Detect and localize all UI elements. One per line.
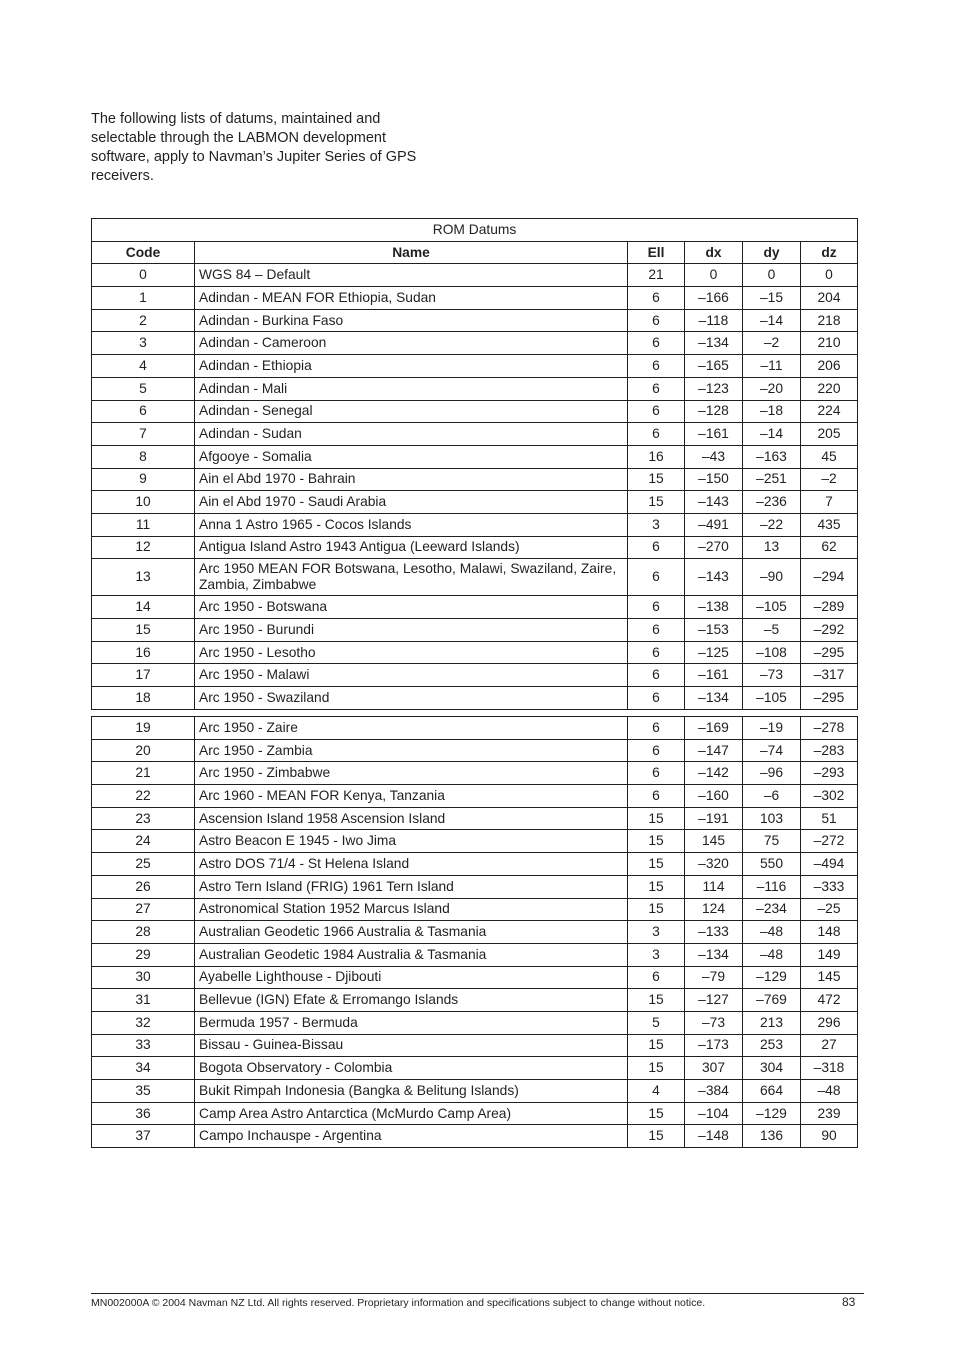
table-row xyxy=(92,400,858,423)
cell-ell: 15 xyxy=(628,1102,685,1125)
cell-dy: –15 xyxy=(743,287,801,310)
cell-dy: –163 xyxy=(743,445,801,468)
cell-code: 23 xyxy=(92,807,195,830)
cell-dy: 253 xyxy=(743,1034,801,1057)
cell-ell: 6 xyxy=(628,664,685,687)
cell-name: Arc 1950 - Swaziland xyxy=(195,687,628,710)
table-row xyxy=(92,989,858,1012)
cell-dy: –22 xyxy=(743,513,801,536)
cell-code: 22 xyxy=(92,785,195,808)
header-dy: dy xyxy=(743,241,801,264)
cell-ell: 6 xyxy=(628,687,685,710)
cell-name: Afgooye - Somalia xyxy=(195,445,628,468)
cell-dx: –125 xyxy=(685,641,743,664)
cell-dx: –491 xyxy=(685,513,743,536)
cell-ell: 15 xyxy=(628,1034,685,1057)
cell-dx: –143 xyxy=(685,559,743,596)
cell-dy: –769 xyxy=(743,989,801,1012)
cell-name: Astro Tern Island (FRIG) 1961 Tern Island xyxy=(195,875,628,898)
cell-code: 27 xyxy=(92,898,195,921)
cell-name: Adindan - Burkina Faso xyxy=(195,309,628,332)
cell-ell: 6 xyxy=(628,739,685,762)
table-row xyxy=(92,309,858,332)
cell-dz: 27 xyxy=(801,1034,858,1057)
cell-dz: –25 xyxy=(801,898,858,921)
cell-dx: –133 xyxy=(685,921,743,944)
rom-datums-table-continued xyxy=(91,716,858,1148)
cell-ell: 4 xyxy=(628,1080,685,1103)
cell-ell: 6 xyxy=(628,641,685,664)
cell-dx: –173 xyxy=(685,1034,743,1057)
cell-dx: –123 xyxy=(685,377,743,400)
cell-name: Arc 1950 - Burundi xyxy=(195,619,628,642)
table-row xyxy=(92,921,858,944)
cell-dz: –289 xyxy=(801,596,858,619)
cell-dy: –74 xyxy=(743,739,801,762)
cell-code: 12 xyxy=(92,536,195,559)
table-row xyxy=(92,739,858,762)
cell-dx: –191 xyxy=(685,807,743,830)
cell-dx: –142 xyxy=(685,762,743,785)
table-row xyxy=(92,287,858,310)
cell-dz: 204 xyxy=(801,287,858,310)
cell-dz: 62 xyxy=(801,536,858,559)
cell-dy: –5 xyxy=(743,619,801,642)
table-row xyxy=(92,1102,858,1125)
table-row xyxy=(92,377,858,400)
cell-dy: –108 xyxy=(743,641,801,664)
cell-dz: –292 xyxy=(801,619,858,642)
table-row xyxy=(92,445,858,468)
cell-dx: –138 xyxy=(685,596,743,619)
cell-dx: –79 xyxy=(685,966,743,989)
cell-dx: –134 xyxy=(685,332,743,355)
cell-dz: 148 xyxy=(801,921,858,944)
cell-dz: 7 xyxy=(801,491,858,514)
cell-code: 32 xyxy=(92,1011,195,1034)
cell-code: 28 xyxy=(92,921,195,944)
header-code: Code xyxy=(92,241,195,264)
cell-dx: –134 xyxy=(685,943,743,966)
cell-name: Bogota Observatory - Colombia xyxy=(195,1057,628,1080)
cell-dy: –129 xyxy=(743,1102,801,1125)
cell-code: 4 xyxy=(92,355,195,378)
cell-dy: 0 xyxy=(743,264,801,287)
cell-dz: 220 xyxy=(801,377,858,400)
cell-dy: –105 xyxy=(743,596,801,619)
cell-code: 21 xyxy=(92,762,195,785)
intro-line: selectable through the LABMON development xyxy=(91,130,387,146)
cell-ell: 6 xyxy=(628,309,685,332)
cell-dx: –153 xyxy=(685,619,743,642)
cell-ell: 6 xyxy=(628,332,685,355)
cell-dx: –160 xyxy=(685,785,743,808)
cell-code: 30 xyxy=(92,966,195,989)
cell-code: 29 xyxy=(92,943,195,966)
cell-dz: –48 xyxy=(801,1080,858,1103)
cell-dz: –318 xyxy=(801,1057,858,1080)
cell-code: 8 xyxy=(92,445,195,468)
cell-dz: 239 xyxy=(801,1102,858,1125)
cell-dz: 435 xyxy=(801,513,858,536)
cell-name: Arc 1950 - Botswana xyxy=(195,596,628,619)
cell-dx: –134 xyxy=(685,687,743,710)
cell-dz: 205 xyxy=(801,423,858,446)
cell-dy: –234 xyxy=(743,898,801,921)
cell-dz: –293 xyxy=(801,762,858,785)
cell-code: 25 xyxy=(92,853,195,876)
cell-dy: 304 xyxy=(743,1057,801,1080)
cell-code: 33 xyxy=(92,1034,195,1057)
cell-dy: –73 xyxy=(743,664,801,687)
cell-code: 2 xyxy=(92,309,195,332)
cell-dy: –11 xyxy=(743,355,801,378)
cell-dz: 218 xyxy=(801,309,858,332)
table-row xyxy=(92,355,858,378)
cell-dz: 51 xyxy=(801,807,858,830)
table-row xyxy=(92,513,858,536)
table-row xyxy=(92,641,858,664)
cell-name: Adindan - Mali xyxy=(195,377,628,400)
table-header-row xyxy=(92,241,858,264)
cell-dy: 13 xyxy=(743,536,801,559)
table-row xyxy=(92,491,858,514)
rom-datums-table xyxy=(91,218,858,710)
cell-code: 14 xyxy=(92,596,195,619)
header-dx: dx xyxy=(685,241,743,264)
cell-name: Ascension Island 1958 Ascension Island xyxy=(195,807,628,830)
cell-ell: 6 xyxy=(628,355,685,378)
cell-name: Adindan - Cameroon xyxy=(195,332,628,355)
cell-code: 7 xyxy=(92,423,195,446)
cell-name: Australian Geodetic 1966 Australia & Tasmania xyxy=(195,921,628,944)
cell-dx: –43 xyxy=(685,445,743,468)
cell-code: 13 xyxy=(92,559,195,596)
cell-ell: 6 xyxy=(628,966,685,989)
cell-ell: 6 xyxy=(628,785,685,808)
cell-code: 3 xyxy=(92,332,195,355)
cell-ell: 6 xyxy=(628,762,685,785)
cell-dy: 136 xyxy=(743,1125,801,1148)
cell-code: 11 xyxy=(92,513,195,536)
cell-dy: –48 xyxy=(743,921,801,944)
cell-dy: 103 xyxy=(743,807,801,830)
cell-code: 15 xyxy=(92,619,195,642)
table-row xyxy=(92,664,858,687)
table-body-part1 xyxy=(92,264,858,709)
footer-copyright: MN002000A © 2004 Navman NZ Ltd. All rights reserved. Proprietary information and specifications subject to change without notice. xyxy=(91,1297,706,1309)
cell-code: 36 xyxy=(92,1102,195,1125)
cell-ell: 6 xyxy=(628,559,685,596)
cell-name: Astro Beacon E 1945 - Iwo Jima xyxy=(195,830,628,853)
cell-ell: 3 xyxy=(628,513,685,536)
cell-dz: –278 xyxy=(801,717,858,740)
cell-ell: 15 xyxy=(628,898,685,921)
cell-ell: 16 xyxy=(628,445,685,468)
cell-dz: 149 xyxy=(801,943,858,966)
cell-dy: –105 xyxy=(743,687,801,710)
cell-ell: 15 xyxy=(628,989,685,1012)
cell-dz: –302 xyxy=(801,785,858,808)
cell-name: Bellevue (IGN) Efate & Erromango Islands xyxy=(195,989,628,1012)
cell-name: Arc 1950 - Malawi xyxy=(195,664,628,687)
table-row xyxy=(92,687,858,710)
cell-dz: –294 xyxy=(801,559,858,596)
table-title: ROM Datums xyxy=(92,219,858,242)
cell-dx: –165 xyxy=(685,355,743,378)
table-row xyxy=(92,559,858,596)
cell-dz: 45 xyxy=(801,445,858,468)
cell-dx: –320 xyxy=(685,853,743,876)
cell-code: 16 xyxy=(92,641,195,664)
cell-dy: 213 xyxy=(743,1011,801,1034)
cell-code: 17 xyxy=(92,664,195,687)
cell-name: Ain el Abd 1970 - Saudi Arabia xyxy=(195,491,628,514)
cell-dy: –251 xyxy=(743,468,801,491)
cell-dy: –20 xyxy=(743,377,801,400)
table-row xyxy=(92,332,858,355)
table-row xyxy=(92,943,858,966)
table-row xyxy=(92,853,858,876)
cell-dz: 224 xyxy=(801,400,858,423)
cell-name: Adindan - Sudan xyxy=(195,423,628,446)
cell-dy: –14 xyxy=(743,309,801,332)
cell-name: Adindan - MEAN FOR Ethiopia, Sudan xyxy=(195,287,628,310)
cell-dx: –161 xyxy=(685,423,743,446)
cell-dy: –129 xyxy=(743,966,801,989)
cell-dx: 307 xyxy=(685,1057,743,1080)
cell-code: 19 xyxy=(92,717,195,740)
cell-name: Bissau - Guinea-Bissau xyxy=(195,1034,628,1057)
cell-name: Adindan - Senegal xyxy=(195,400,628,423)
cell-code: 35 xyxy=(92,1080,195,1103)
table-row xyxy=(92,966,858,989)
cell-code: 0 xyxy=(92,264,195,287)
table-row xyxy=(92,1057,858,1080)
cell-ell: 15 xyxy=(628,1057,685,1080)
cell-ell: 15 xyxy=(628,875,685,898)
footer-rule xyxy=(91,1293,864,1294)
table-body-part2 xyxy=(92,717,858,1148)
cell-ell: 6 xyxy=(628,596,685,619)
table-row xyxy=(92,830,858,853)
cell-ell: 15 xyxy=(628,491,685,514)
table-row xyxy=(92,596,858,619)
cell-ell: 6 xyxy=(628,377,685,400)
cell-ell: 15 xyxy=(628,807,685,830)
table-row xyxy=(92,468,858,491)
cell-dy: 550 xyxy=(743,853,801,876)
cell-dx: –127 xyxy=(685,989,743,1012)
cell-ell: 6 xyxy=(628,717,685,740)
table-row xyxy=(92,1011,858,1034)
cell-code: 6 xyxy=(92,400,195,423)
intro-line: The following lists of datums, maintained and xyxy=(91,111,381,127)
cell-name: Astro DOS 71/4 - St Helena Island xyxy=(195,853,628,876)
cell-dy: –2 xyxy=(743,332,801,355)
cell-ell: 15 xyxy=(628,1125,685,1148)
cell-code: 24 xyxy=(92,830,195,853)
table-row xyxy=(92,264,858,287)
cell-name: Arc 1950 - Zimbabwe xyxy=(195,762,628,785)
cell-code: 26 xyxy=(92,875,195,898)
cell-dx: –384 xyxy=(685,1080,743,1103)
intro-line: receivers. xyxy=(91,168,154,184)
intro-line: software, apply to Navman’s Jupiter Series of GPS xyxy=(91,149,417,165)
cell-code: 1 xyxy=(92,287,195,310)
cell-dz: 296 xyxy=(801,1011,858,1034)
table-row xyxy=(92,423,858,446)
cell-name: Ayabelle Lighthouse - Djibouti xyxy=(195,966,628,989)
cell-dx: 0 xyxy=(685,264,743,287)
table-row xyxy=(92,1080,858,1103)
cell-dz: –295 xyxy=(801,687,858,710)
cell-name: Arc 1950 - Zaire xyxy=(195,717,628,740)
cell-name: Australian Geodetic 1984 Australia & Tasmania xyxy=(195,943,628,966)
cell-dy: –236 xyxy=(743,491,801,514)
table-row xyxy=(92,875,858,898)
cell-name: Bukit Rimpah Indonesia (Bangka & Belitung Islands) xyxy=(195,1080,628,1103)
cell-dx: –118 xyxy=(685,309,743,332)
cell-name: Arc 1950 MEAN FOR Botswana, Lesotho, Malawi, Swaziland, Zaire, Zambia, Zimbabwe xyxy=(195,559,628,596)
cell-ell: 21 xyxy=(628,264,685,287)
cell-name: Astronomical Station 1952 Marcus Island xyxy=(195,898,628,921)
cell-code: 31 xyxy=(92,989,195,1012)
table-row xyxy=(92,536,858,559)
cell-dz: 472 xyxy=(801,989,858,1012)
cell-name: Bermuda 1957 - Bermuda xyxy=(195,1011,628,1034)
cell-dz: 145 xyxy=(801,966,858,989)
cell-dy: –14 xyxy=(743,423,801,446)
table-title-row xyxy=(92,219,858,242)
cell-dz: 90 xyxy=(801,1125,858,1148)
cell-ell: 3 xyxy=(628,921,685,944)
table-row xyxy=(92,717,858,740)
cell-dz: –2 xyxy=(801,468,858,491)
header-name: Name xyxy=(195,241,628,264)
cell-code: 9 xyxy=(92,468,195,491)
cell-name: WGS 84 – Default xyxy=(195,264,628,287)
cell-dy: 664 xyxy=(743,1080,801,1103)
intro-paragraph xyxy=(91,110,471,186)
table-row xyxy=(92,785,858,808)
cell-dy: –18 xyxy=(743,400,801,423)
cell-dx: –128 xyxy=(685,400,743,423)
cell-dx: 124 xyxy=(685,898,743,921)
cell-dy: –19 xyxy=(743,717,801,740)
cell-ell: 3 xyxy=(628,943,685,966)
cell-dx: –161 xyxy=(685,664,743,687)
table-row xyxy=(92,1125,858,1148)
cell-name: Ain el Abd 1970 - Bahrain xyxy=(195,468,628,491)
cell-ell: 15 xyxy=(628,468,685,491)
cell-dx: –148 xyxy=(685,1125,743,1148)
cell-ell: 6 xyxy=(628,619,685,642)
cell-dx: –169 xyxy=(685,717,743,740)
cell-dy: –96 xyxy=(743,762,801,785)
table-row xyxy=(92,619,858,642)
page-number: 83 xyxy=(842,1295,856,1309)
header-dz: dz xyxy=(801,241,858,264)
cell-name: Arc 1950 - Zambia xyxy=(195,739,628,762)
cell-ell: 15 xyxy=(628,853,685,876)
cell-name: Antigua Island Astro 1943 Antigua (Leeward Islands) xyxy=(195,536,628,559)
cell-dx: –147 xyxy=(685,739,743,762)
table-row xyxy=(92,898,858,921)
cell-dz: 210 xyxy=(801,332,858,355)
table-row xyxy=(92,1034,858,1057)
cell-dx: 145 xyxy=(685,830,743,853)
cell-dy: 75 xyxy=(743,830,801,853)
cell-dx: –150 xyxy=(685,468,743,491)
table-row xyxy=(92,807,858,830)
table-row xyxy=(92,762,858,785)
header-ell: Ell xyxy=(628,241,685,264)
cell-dy: –48 xyxy=(743,943,801,966)
cell-dx: –270 xyxy=(685,536,743,559)
cell-ell: 6 xyxy=(628,287,685,310)
cell-dy: –90 xyxy=(743,559,801,596)
cell-dz: –317 xyxy=(801,664,858,687)
cell-code: 18 xyxy=(92,687,195,710)
cell-dz: –494 xyxy=(801,853,858,876)
cell-name: Arc 1950 - Lesotho xyxy=(195,641,628,664)
cell-dx: –104 xyxy=(685,1102,743,1125)
cell-name: Anna 1 Astro 1965 - Cocos Islands xyxy=(195,513,628,536)
cell-ell: 6 xyxy=(628,400,685,423)
cell-code: 5 xyxy=(92,377,195,400)
cell-dx: 114 xyxy=(685,875,743,898)
cell-name: Campo Inchauspe - Argentina xyxy=(195,1125,628,1148)
cell-dx: –143 xyxy=(685,491,743,514)
cell-name: Adindan - Ethiopia xyxy=(195,355,628,378)
cell-code: 20 xyxy=(92,739,195,762)
cell-code: 37 xyxy=(92,1125,195,1148)
cell-dz: –295 xyxy=(801,641,858,664)
cell-ell: 6 xyxy=(628,536,685,559)
cell-dz: 0 xyxy=(801,264,858,287)
cell-dz: –283 xyxy=(801,739,858,762)
cell-code: 10 xyxy=(92,491,195,514)
cell-dz: –272 xyxy=(801,830,858,853)
cell-dy: –6 xyxy=(743,785,801,808)
cell-dz: –333 xyxy=(801,875,858,898)
cell-dx: –73 xyxy=(685,1011,743,1034)
cell-ell: 5 xyxy=(628,1011,685,1034)
cell-name: Camp Area Astro Antarctica (McMurdo Camp Area) xyxy=(195,1102,628,1125)
cell-name: Arc 1960 - MEAN FOR Kenya, Tanzania xyxy=(195,785,628,808)
cell-ell: 15 xyxy=(628,830,685,853)
cell-dz: 206 xyxy=(801,355,858,378)
cell-dx: –166 xyxy=(685,287,743,310)
cell-dy: –116 xyxy=(743,875,801,898)
cell-ell: 6 xyxy=(628,423,685,446)
cell-code: 34 xyxy=(92,1057,195,1080)
